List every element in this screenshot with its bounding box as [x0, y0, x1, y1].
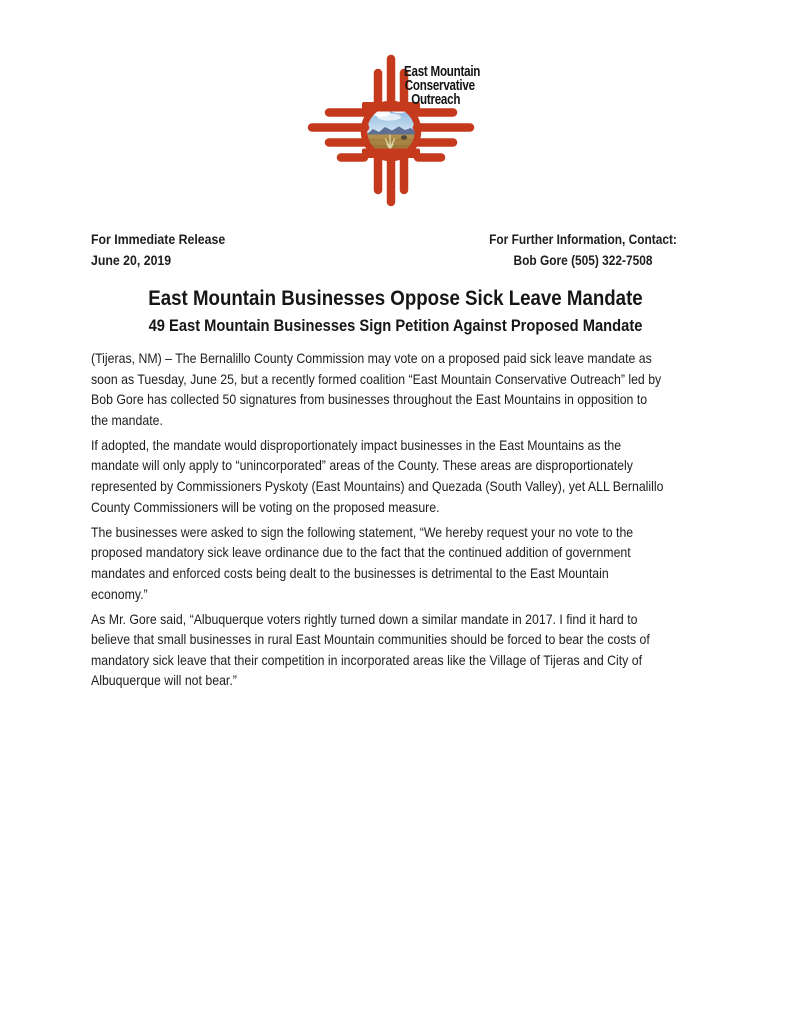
body-paragraph: [91, 435, 731, 517]
text-line: If adopted, the mandate would disproportionately impact businesses in the East Mountains as the: [91, 436, 622, 453]
text-line: soon as Tuesday, June 25, but a recently formed coalition “East Mountain Conservative Outreach” led by: [91, 370, 662, 387]
text-line: represented by Commissioners Pyskoty (East Mountains) and Quezada (South Valley), yet ALL Bernalillo: [91, 478, 664, 495]
contact-label: For Further Information, Contact:: [489, 231, 677, 247]
text-line: economy.”: [91, 585, 148, 602]
org-name-line: East Mountain: [404, 64, 481, 80]
body-paragraph: [91, 522, 731, 604]
body-paragraph: [91, 348, 731, 430]
body-paragraph: [91, 609, 731, 691]
subheadline: 49 East Mountain Businesses Sign Petition Against Proposed Mandate: [148, 316, 643, 335]
text-line: Albuquerque will not bear.”: [91, 672, 237, 689]
contact-info: [489, 229, 677, 270]
release-info: [91, 229, 225, 270]
release-date: June 20, 2019: [91, 251, 172, 268]
text-line: proposed mandatory sick leave ordinance due to the fact that the continued addition of government: [91, 544, 631, 561]
body-copy: [91, 348, 731, 696]
text-line: (Tijeras, NM) – The Bernalillo County Commission may vote on a proposed paid sick leave mandate as: [91, 350, 652, 366]
org-name-line: Conservative: [404, 78, 475, 95]
org-name: [404, 65, 480, 108]
text-line: mandates and enforced costs being dealt to the businesses is detrimental to the East Mountain: [91, 564, 609, 581]
org-name-line: Outreach: [411, 92, 461, 109]
text-line: believe that small businesses in rural East Mountain communities should be forced to bear the costs of: [91, 631, 650, 648]
text-line: mandate will only apply to “unincorporated” areas of the County. These areas are disproportionately: [91, 457, 633, 474]
text-line: mandatory sick leave that their competition in incorporated areas like the Village of Tijeras and City of: [91, 651, 643, 668]
headline: East Mountain Businesses Oppose Sick Leave Mandate: [148, 287, 643, 310]
text-line: Bob Gore has collected 50 signatures from businesses throughout the East Mountains in opposition to: [91, 391, 648, 408]
text-line: As Mr. Gore said, “Albuquerque voters rightly turned down a similar mandate in 2017. I find it hard to: [91, 610, 638, 627]
text-line: County Commissioners will be voting on the proposed measure.: [91, 498, 440, 515]
text-line: The businesses were asked to sign the following statement, “We hereby request your no vote to the: [91, 523, 634, 540]
text-line: the mandate.: [91, 411, 163, 428]
contact-value: Bob Gore (505) 322-7508: [513, 251, 653, 268]
release-label: For Immediate Release: [91, 231, 226, 247]
